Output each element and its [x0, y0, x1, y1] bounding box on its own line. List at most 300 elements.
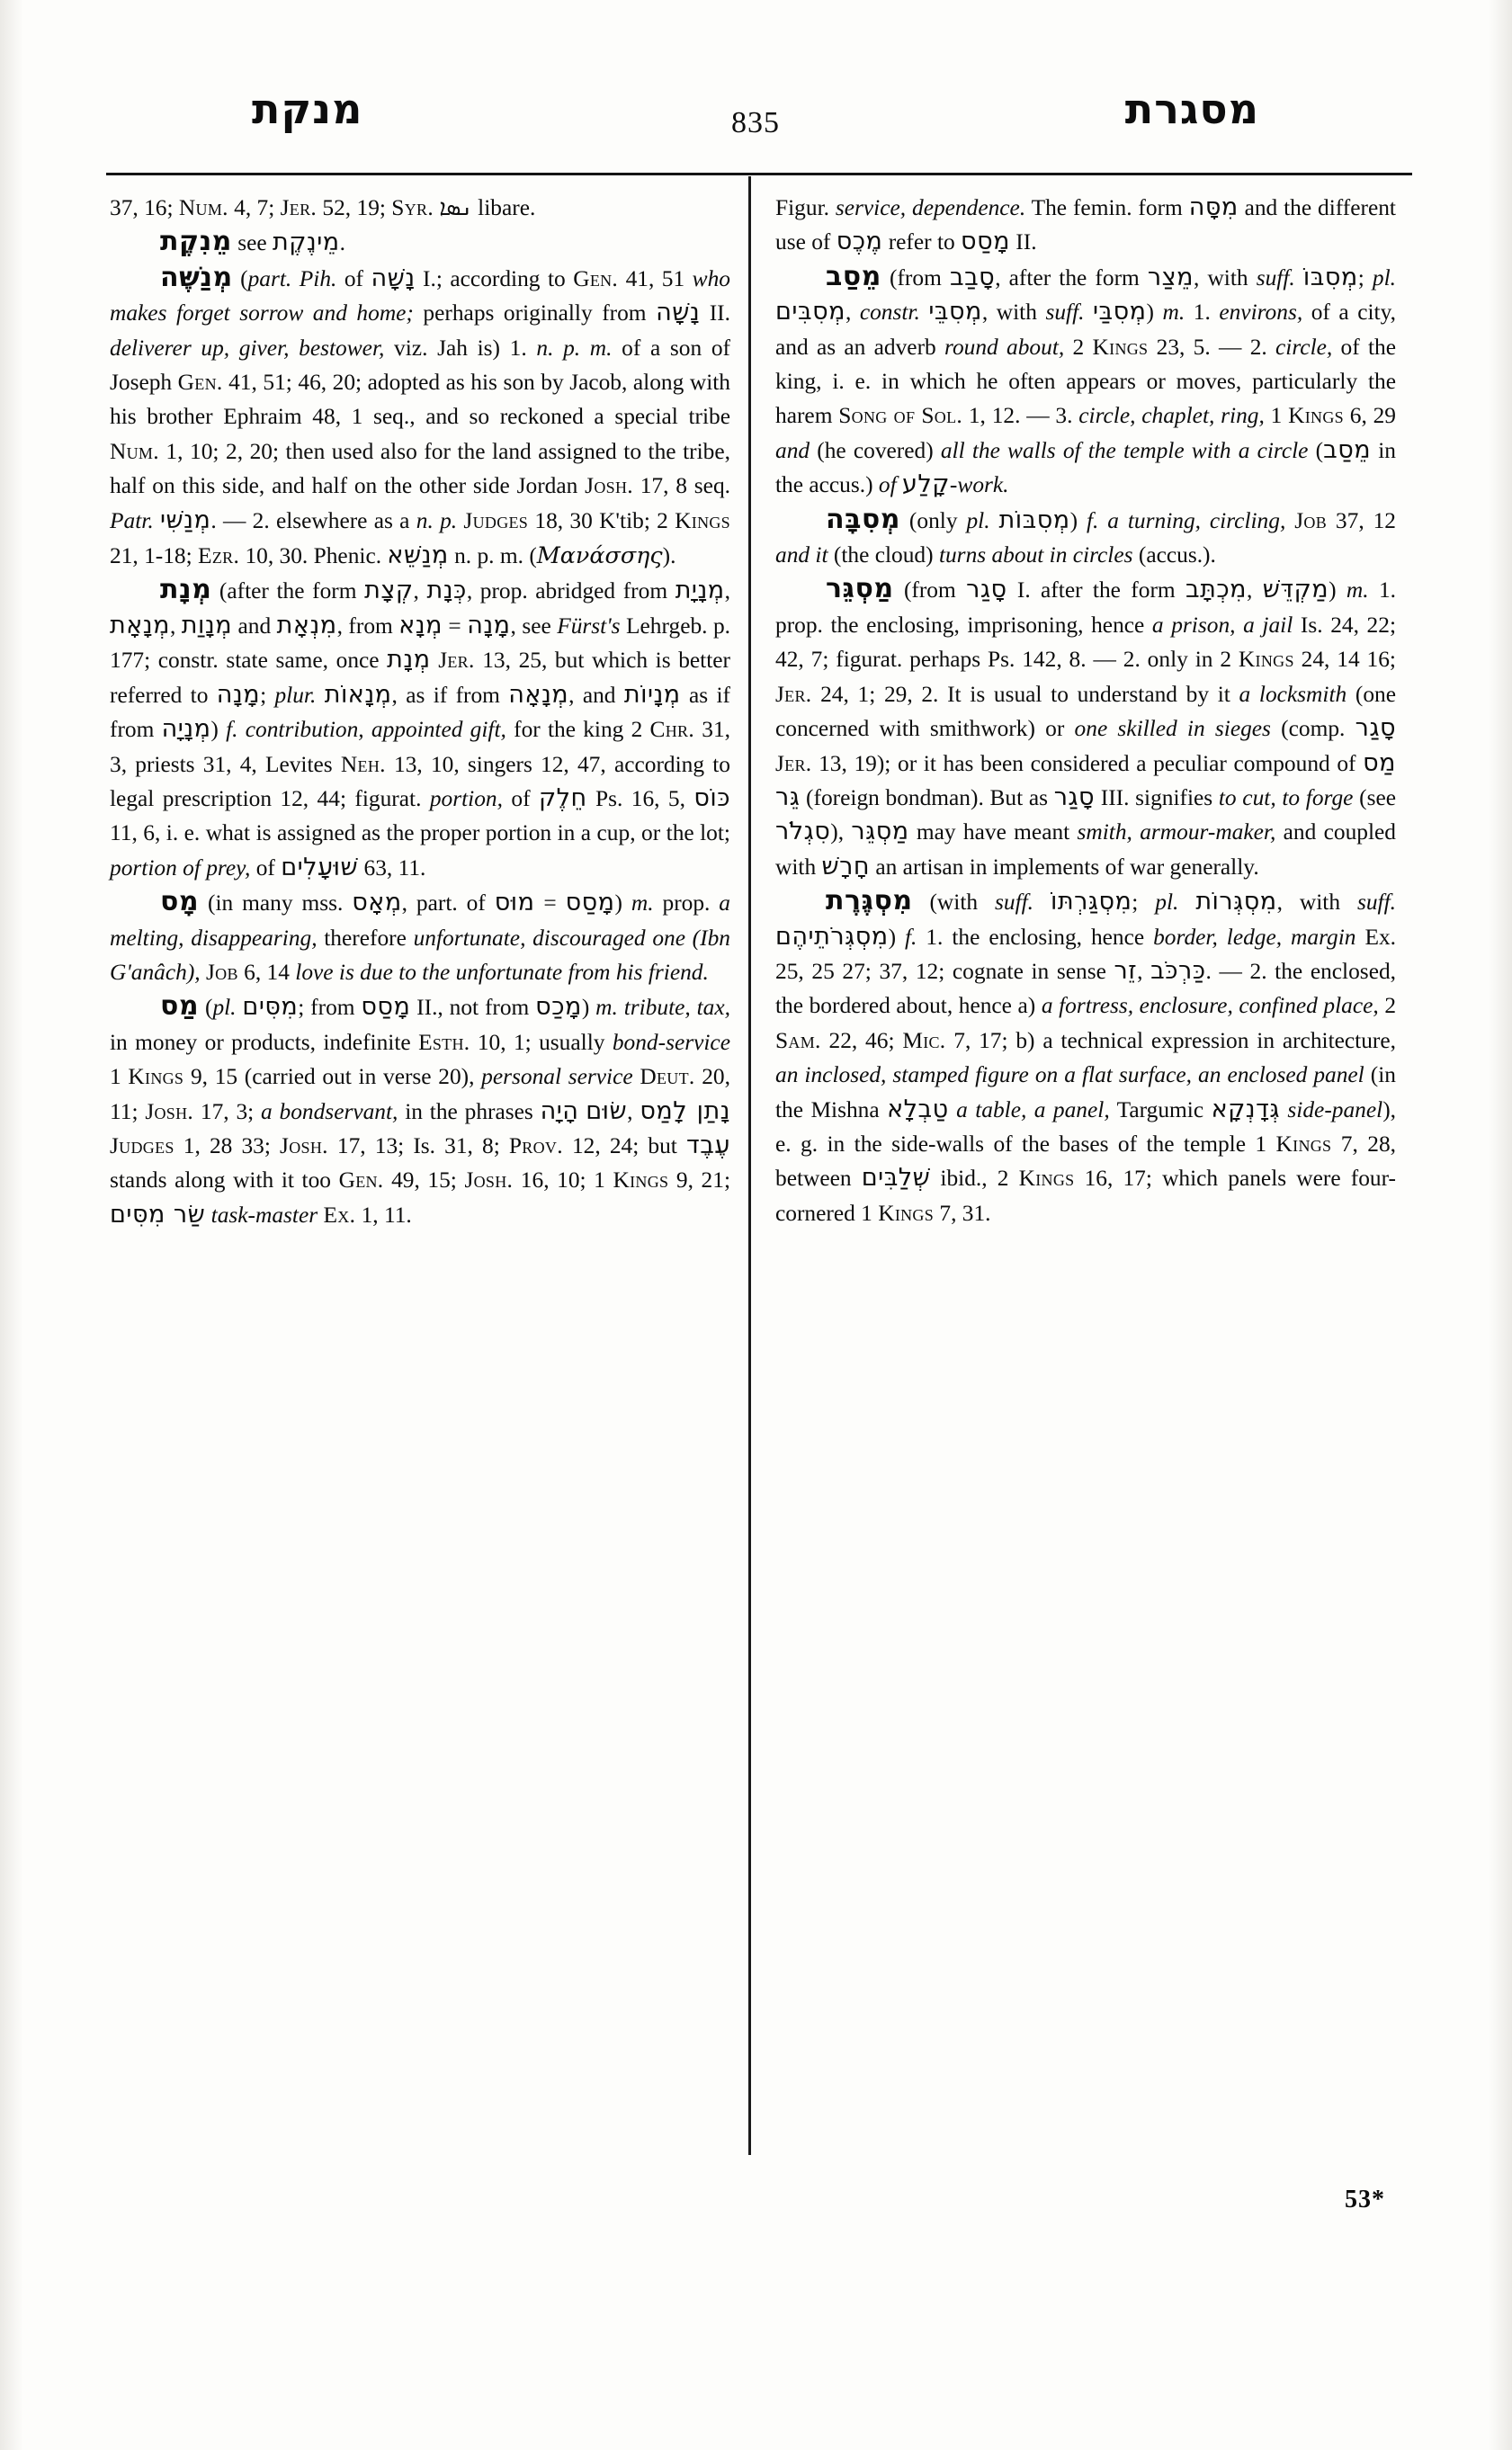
gloss-italic: a table, a panel,: [956, 1096, 1110, 1122]
body-text: 6, 14: [237, 959, 296, 985]
lexicon-entry: [110, 573, 730, 885]
hebrew-word: זֵר: [1114, 956, 1138, 985]
greek-word: Μανάσσης: [536, 541, 663, 569]
gloss-italic: circle, chaplet, ring,: [1078, 403, 1265, 429]
gloss-italic: Fürst's: [557, 612, 621, 639]
gloss-italic: personal service: [481, 1064, 633, 1090]
body-text: 17, 8 seq.: [632, 473, 730, 499]
gloss-italic: part. Pih.: [247, 265, 337, 291]
body-text: , with: [1276, 890, 1357, 916]
body-text: as if from: [110, 682, 730, 743]
column-divider-rule: [748, 176, 751, 2155]
hebrew-word: מְסִבּוֹ: [1302, 263, 1358, 291]
gloss-italic: an inclosed, stamped figure on a flat surface, an enclosed panel: [775, 1062, 1364, 1088]
body-text: in the phrases: [398, 1098, 541, 1124]
lexicon-entry: [775, 503, 1396, 573]
body-text: ; from: [298, 995, 362, 1021]
body-text: [1033, 890, 1051, 915]
body-text: [154, 508, 160, 533]
scripture-reference-abbrev: Neh.: [340, 751, 386, 777]
body-text: , as if from: [391, 682, 509, 708]
hebrew-word: מְסִבַּי: [1093, 298, 1147, 326]
gloss-italic: deliverer up, giver, bestower,: [110, 335, 385, 361]
body-text: (: [232, 265, 248, 291]
scripture-reference-abbrev: Ezr.: [198, 543, 240, 569]
column-left: [110, 191, 730, 1232]
hebrew-word: מֵינֶקֶת: [273, 228, 340, 257]
scripture-reference-abbrev: Mic.: [902, 1027, 946, 1053]
body-text: 23, 5. — 2.: [1148, 334, 1276, 360]
gloss-italic: Patr.: [110, 507, 154, 533]
lexicon-entry: [110, 261, 730, 574]
body-text: 10, 1; usually: [470, 1029, 613, 1055]
body-text: 1, 12. — 3.: [962, 403, 1079, 429]
body-text: (see: [1353, 784, 1396, 810]
scripture-reference-abbrev: Jer.: [438, 648, 475, 674]
lexicon-entry: [775, 260, 1396, 503]
body-text: 24, 14 16;: [1293, 647, 1396, 673]
scripture-reference-abbrev: Job: [1294, 507, 1328, 533]
gloss-italic: service, dependence.: [835, 195, 1026, 220]
body-text: [316, 683, 324, 708]
hebrew-word: סָגַר: [1355, 714, 1396, 743]
body-text: 1: [1264, 403, 1289, 429]
body-text: . — 2. the enclosed, the bordered about, hence a): [775, 958, 1397, 1019]
gloss-italic: m.: [1346, 577, 1369, 604]
body-text: .: [339, 230, 345, 256]
body-text: ,: [413, 578, 427, 604]
scripture-reference-abbrev: Kings: [1288, 403, 1344, 429]
hebrew-word: כַּרְכֹּב: [1150, 956, 1206, 985]
body-text: Figur.: [775, 195, 836, 220]
running-head: [126, 85, 1385, 164]
body-text: , prop. abridged from: [466, 578, 675, 604]
body-text: (in many mss.: [199, 890, 353, 917]
body-text: , after the form: [995, 264, 1148, 291]
hebrew-word: מָסַס: [361, 993, 411, 1022]
hebrew-word: מְסִבִּים: [775, 298, 845, 326]
body-text: Ps. 16, 5,: [586, 785, 694, 811]
body-text: in money or products, indefinite: [110, 1029, 419, 1055]
body-text: 1.: [1185, 300, 1220, 326]
body-text: 17, 3;: [193, 1098, 262, 1124]
gloss-italic: a bondservant,: [261, 1098, 398, 1124]
body-text: ,: [845, 300, 860, 326]
body-text: 37, 12: [1327, 507, 1396, 533]
body-text: perhaps originally from: [413, 300, 657, 326]
body-text: 24, 1; 29, 2. It is usual to understand by it: [811, 681, 1239, 707]
body-text: 41, 51; 46, 20; adopted as his son by Jacob, along with his brother Ephraim 48, 1 seq., and so reckoned a special tribe: [110, 370, 730, 430]
body-text: (one concerned with smithwork) or: [775, 681, 1396, 742]
body-text: 9, 15 (carried out in verse 20),: [183, 1064, 482, 1090]
gloss-italic: a fortress, enclosure, confined place,: [1041, 993, 1379, 1019]
body-text: (he covered): [810, 437, 941, 463]
hebrew-word: שׂוּם: [586, 1096, 628, 1125]
body-text: III. signifies: [1095, 784, 1219, 810]
scripture-reference-abbrev: Jer.: [775, 681, 812, 707]
scripture-reference-abbrev: Jer.: [280, 195, 318, 220]
hebrew-word: מַסְגֵּר: [851, 818, 909, 846]
body-text: may have meant: [908, 819, 1078, 845]
body-text: Ex. 25, 25 27; 37, 12; cognate in sense: [775, 924, 1396, 984]
body-text: of: [502, 785, 539, 811]
body-text: 1, 11.: [355, 1202, 412, 1228]
gloss-italic: f. a turning, circling,: [1086, 507, 1286, 533]
body-text: ),: [830, 819, 852, 845]
hebrew-word: סִגְלֹר: [775, 818, 831, 846]
body-text: 22, 46;: [820, 1027, 903, 1053]
hebrew-word: סָבַב: [949, 263, 996, 291]
scripture-reference-abbrev: Prov.: [508, 1132, 563, 1158]
page-number: 835: [731, 106, 780, 139]
scripture-reference-abbrev: Syr.: [391, 195, 434, 220]
body-text: ): [581, 995, 596, 1021]
entry-headword-hebrew: מַס: [160, 990, 200, 1023]
body-text: [990, 508, 999, 533]
body-text: 12, 24; but: [562, 1132, 686, 1158]
hebrew-word: מִסְגְּרוֹת: [1195, 888, 1277, 917]
gloss-italic: f.: [905, 924, 917, 950]
body-text: see: [231, 230, 273, 256]
scripture-reference-abbrev: Song of Sol.: [838, 403, 963, 429]
body-text: 20, 11;: [110, 1064, 730, 1124]
hebrew-word: מְנַשֵּׁא: [387, 541, 449, 570]
body-text: 6, 29: [1343, 403, 1397, 429]
lexicon-entry: [110, 989, 730, 1232]
body-text: 13, 25, but which is better referred to: [110, 648, 730, 708]
gloss-italic: round about,: [944, 334, 1065, 360]
body-text: , part. of: [401, 890, 495, 917]
body-text: ibid., 2: [930, 1166, 1019, 1192]
hebrew-word: הָיָה: [540, 1096, 579, 1125]
hebrew-word: מִסָּה: [1188, 193, 1239, 221]
body-text: ).: [662, 543, 676, 569]
hebrew-word: מֶכֶס: [836, 228, 883, 256]
header-rule: [106, 173, 1412, 175]
body-text: (comp.: [1270, 716, 1355, 742]
scripture-reference-abbrev: Sam.: [775, 1027, 821, 1053]
scripture-reference-abbrev: Kings: [1275, 1131, 1332, 1157]
body-text: 37, 16;: [110, 195, 179, 220]
body-text: =: [534, 890, 566, 917]
scripture-reference-abbrev: Judges: [110, 1132, 174, 1158]
gloss-italic: smith, armour-maker,: [1077, 819, 1276, 845]
body-text: 7, 31.: [934, 1200, 991, 1226]
body-text: [1084, 300, 1093, 325]
running-head-right-catchword: מסגרת: [1124, 85, 1259, 133]
gloss-italic: border, ledge, margin: [1153, 924, 1356, 950]
gloss-italic: m.: [1162, 300, 1185, 326]
body-text: 4, 7;: [228, 195, 281, 220]
gloss-italic: environs,: [1219, 300, 1303, 326]
body-text: (from: [881, 264, 950, 291]
gloss-italic: who makes forget sorrow and home;: [110, 265, 730, 326]
body-text: , from: [336, 612, 399, 639]
body-text: prop.: [653, 890, 720, 917]
sheet-signature: 53*: [1345, 2186, 1385, 2213]
scripture-reference-abbrev: Gen.: [177, 370, 223, 396]
gloss-italic: pl.: [1372, 264, 1396, 291]
scripture-reference-abbrev: Esth.: [418, 1029, 470, 1055]
body-text: ): [614, 890, 631, 917]
gloss-italic: n. p. m.: [536, 335, 613, 361]
body-text: 31, 3, priests 31, 4, Levites: [110, 717, 730, 777]
hebrew-word: קָלַע: [902, 470, 950, 499]
body-text: Lehrgeb. p. 177; constr. state same, once: [110, 612, 731, 674]
page-edge-shadow-left: [0, 0, 23, 2450]
hebrew-word: מֵסַב: [1323, 435, 1372, 464]
lexicon-entry: [110, 225, 730, 260]
scripture-reference-abbrev: Gen.: [573, 265, 619, 291]
hebrew-word: מְסִבֵּי: [928, 298, 982, 326]
body-text: 1. prop. the enclosing, imprisoning, hence: [775, 577, 1397, 638]
hebrew-word: מֵצַר: [1147, 263, 1194, 291]
syriac-word: ܢܣܐ: [439, 194, 472, 220]
body-text: libare.: [471, 195, 536, 220]
gloss-italic: a prison, a jail: [1151, 612, 1293, 638]
hebrew-word: מָכַס: [535, 993, 582, 1022]
scripture-reference-abbrev: Josh.: [585, 473, 633, 499]
entry-headword-hebrew: מְסִבָּה: [826, 503, 901, 535]
hebrew-word: גְּדָנְקָא: [1211, 1095, 1280, 1123]
body-text: of a son of Joseph: [110, 335, 731, 396]
body-text: 1: [110, 1064, 129, 1090]
hebrew-word: שַׂר מִסִּים: [110, 1200, 206, 1229]
lexicon-entry: [110, 191, 730, 225]
gloss-italic: pl.: [966, 507, 990, 533]
scripture-reference-abbrev: Ex.: [323, 1202, 356, 1228]
body-text: (in the Mishna: [775, 1062, 1396, 1122]
hebrew-word: מְנָוַת: [181, 611, 233, 639]
body-text: [1178, 890, 1195, 915]
gloss-italic: m.: [631, 890, 654, 917]
hebrew-word: מַקְדֵּשׁ: [1262, 576, 1329, 604]
scripture-reference-abbrev: Josh.: [280, 1132, 328, 1158]
hebrew-word: מְאָס: [352, 889, 402, 917]
gloss-italic: turns about in circles: [938, 542, 1133, 568]
hebrew-word: גֵּר: [775, 782, 801, 811]
gloss-italic: to cut, to forge: [1218, 784, 1354, 810]
gloss-italic: suff.: [1356, 890, 1397, 916]
scripture-reference-abbrev: Kings: [675, 507, 730, 533]
body-text: 7, 28, between: [775, 1131, 1396, 1192]
body-text: ;: [1132, 890, 1156, 916]
scripture-reference-abbrev: Num.: [178, 195, 228, 220]
body-text: [1295, 265, 1303, 291]
body-text: (after the form: [211, 578, 365, 604]
body-text: (foreign bondman). But as: [800, 784, 1054, 810]
body-text: Targumic: [1109, 1096, 1212, 1122]
body-text: , with: [981, 300, 1046, 326]
hebrew-word: כּוֹס: [693, 783, 730, 812]
hebrew-word: מְנַשִּׁי: [159, 505, 211, 534]
body-text: I.; according to: [415, 265, 574, 291]
scripture-reference-abbrev: Kings: [613, 1167, 669, 1194]
gloss-italic: side-panel: [1287, 1096, 1383, 1122]
body-text: an artisan in implements of war generally.: [870, 854, 1259, 880]
gloss-italic: one skilled in sieges: [1074, 716, 1271, 742]
scripture-reference-abbrev: Deut.: [640, 1064, 695, 1090]
entry-headword-hebrew: מְנָת: [160, 574, 212, 606]
body-text: , see: [510, 612, 558, 639]
lexicon-entry: [775, 191, 1396, 260]
body-text: of: [336, 265, 371, 291]
body-text: 11, 6, i. e. what is assigned as the proper portion in a cup, or the lot;: [110, 820, 730, 846]
body-text: (: [1308, 437, 1324, 463]
body-text: 17, 13; Is. 31, 8;: [327, 1132, 509, 1158]
body-text: 2: [1064, 334, 1093, 360]
body-text: II.: [700, 300, 730, 326]
body-text: (with: [912, 890, 995, 916]
hebrew-word: מְנָיָת: [675, 577, 725, 605]
body-text: ), e. g. in the side-walls of the bases of the temple 1: [775, 1096, 1396, 1157]
hebrew-word: מָנָה: [216, 680, 261, 709]
page-edge-shadow-right: [1489, 0, 1512, 2450]
body-text: . — 2. elsewhere as a: [210, 507, 416, 533]
body-text: 16, 10; 1: [513, 1167, 613, 1194]
gloss-italic: unfortunate, discouraged one (Ibn G'anâch),: [110, 925, 730, 985]
body-text: [949, 1097, 956, 1122]
hebrew-word: נָתַן לָמַס: [640, 1096, 730, 1125]
hebrew-word: קְצָת: [364, 577, 414, 605]
gloss-italic: suff.: [995, 890, 1034, 916]
body-text: 49, 15;: [383, 1167, 465, 1194]
body-text: , and: [568, 682, 624, 708]
hebrew-word: כְּנָת: [426, 577, 467, 605]
hebrew-word: מָסַס: [565, 889, 615, 917]
body-text: 13, 10, singers 12, 47, according to legal prescription 12, 44; figurat.: [110, 751, 730, 811]
hebrew-word: מְנָאוֹת: [324, 680, 392, 709]
scripture-reference-abbrev: Job: [205, 959, 238, 985]
body-text: 52, 19;: [317, 195, 392, 220]
body-text: 21, 1-18;: [110, 543, 199, 569]
hebrew-word: שְׁלַבִּים: [861, 1164, 931, 1193]
gloss-italic: and it: [775, 542, 828, 568]
hebrew-word: חֵלֶק: [538, 783, 587, 812]
body-text: for the king 2: [505, 717, 650, 743]
body-text: n. p. m. (: [448, 543, 537, 569]
gloss-italic: a melting, disappearing,: [110, 890, 730, 951]
body-text: ;: [260, 682, 275, 708]
scripture-reference-abbrev: Josh.: [464, 1167, 514, 1194]
hebrew-word: נָשָׁה: [656, 299, 701, 327]
body-text: of: [250, 854, 282, 881]
body-text: ): [888, 924, 905, 950]
body-text: 9, 21;: [668, 1167, 730, 1194]
body-text: [920, 300, 929, 325]
body-text: ,: [1247, 577, 1263, 604]
hebrew-word: סָגַר: [966, 576, 1007, 604]
body-text: 41, 51: [618, 265, 693, 291]
scripture-reference-abbrev: Kings: [1238, 647, 1294, 673]
body-text: ): [1069, 507, 1087, 533]
body-text: therefore: [317, 925, 414, 951]
gloss-italic: of: [878, 472, 897, 498]
body-text: Is. 24, 22; 42, 7; figurat. perhaps Ps. 142, 8. — 2. only in 2: [775, 612, 1396, 673]
gloss-italic: a locksmith: [1239, 681, 1347, 707]
hebrew-word: מְנָת: [387, 646, 431, 675]
entry-headword-hebrew: מָס: [160, 886, 200, 918]
body-text: ): [1329, 577, 1346, 604]
body-text: [1285, 508, 1294, 533]
hebrew-word: שׁוּעָלִים: [281, 853, 359, 881]
body-text: I. after the form: [1007, 577, 1186, 604]
hebrew-word: מוּס: [494, 889, 535, 917]
hebrew-word: מְנָאָה: [508, 680, 569, 709]
body-text: (: [199, 995, 213, 1021]
body-text: =: [442, 612, 468, 639]
body-text: in the accus.): [775, 437, 1396, 498]
hebrew-word: נָשָׁה: [371, 264, 416, 292]
body-text: ,: [169, 612, 182, 639]
scripture-reference-abbrev: Kings: [128, 1064, 184, 1090]
body-text: ): [210, 717, 227, 743]
hebrew-word: מָסַס: [961, 228, 1010, 256]
hebrew-word: עֶבֶד: [685, 1131, 730, 1159]
scripture-reference-abbrev: Num.: [110, 438, 159, 464]
gloss-italic: suff.: [1256, 264, 1295, 291]
scripture-reference-abbrev: Gen.: [338, 1167, 384, 1194]
gloss-italic: plur.: [274, 682, 317, 708]
hebrew-word: מִסְגְּרֹתֵיהֶם: [775, 922, 889, 951]
hebrew-word: מִכְתָּב: [1185, 576, 1247, 604]
scripture-reference-abbrev: Jer.: [775, 750, 812, 776]
body-text: and coupled with: [775, 819, 1396, 880]
body-text: stands along with it too: [110, 1167, 339, 1194]
body-text: 7, 17; b) a technical expression in architecture,: [945, 1027, 1396, 1053]
hebrew-word: מִנְאָת: [276, 611, 337, 639]
hebrew-word: מְסִבּוֹת: [998, 505, 1070, 534]
body-text: [431, 648, 439, 673]
gloss-italic: circle,: [1275, 334, 1333, 360]
hebrew-word: מְנָא: [398, 611, 443, 639]
body-text: (from: [893, 577, 967, 604]
entry-headword-hebrew: מְנַשֶּׁה: [160, 261, 233, 293]
body-text: 1, 10; 2, 20; then used also for the land assigned to the tribe, half on this side, and half on the other side Jordan: [110, 438, 730, 499]
body-text: 2: [1378, 993, 1397, 1019]
body-text: ,: [724, 578, 730, 604]
entry-headword-hebrew: מֵסַב: [826, 260, 881, 292]
hebrew-word: מַס: [1363, 748, 1396, 777]
body-text: 10, 30. Phenic.: [239, 543, 388, 569]
scripture-reference-abbrev: Josh.: [145, 1098, 194, 1124]
scripture-reference-abbrev: Chr.: [649, 717, 695, 743]
gloss-italic: and: [775, 437, 810, 463]
hebrew-word: מִסִּים: [242, 993, 299, 1022]
body-text: of a city, and as an adverb: [775, 300, 1396, 360]
lexicon-entry: [775, 572, 1396, 884]
gloss-italic: love is due to the unfortunate from his friend.: [295, 959, 709, 985]
gloss-italic: work.: [957, 472, 1009, 498]
gloss-italic: all the walls of the temple with a circle: [940, 437, 1309, 463]
body-text: 16, 17; which panels were four-cornered 1: [775, 1166, 1396, 1226]
body-text: (the cloud): [828, 542, 939, 568]
gloss-italic: portion of prey,: [110, 854, 251, 881]
hebrew-word: סָגַר: [1053, 782, 1096, 811]
gloss-italic: n. p.: [416, 507, 458, 533]
body-text: 63, 11.: [358, 854, 426, 881]
hebrew-word: חָרָשׁ: [821, 852, 871, 881]
gloss-italic: m. tribute, tax,: [595, 995, 730, 1021]
body-text: , with: [1194, 264, 1257, 291]
gloss-italic: pl.: [212, 995, 237, 1021]
column-right: [775, 191, 1396, 1230]
body-text: ,: [627, 1098, 640, 1124]
gloss-italic: f. contribution, appointed gift,: [226, 717, 506, 743]
hebrew-word: מְנָאָת: [110, 611, 170, 639]
body-text: ): [1146, 300, 1163, 326]
gloss-italic: portion,: [429, 785, 503, 811]
